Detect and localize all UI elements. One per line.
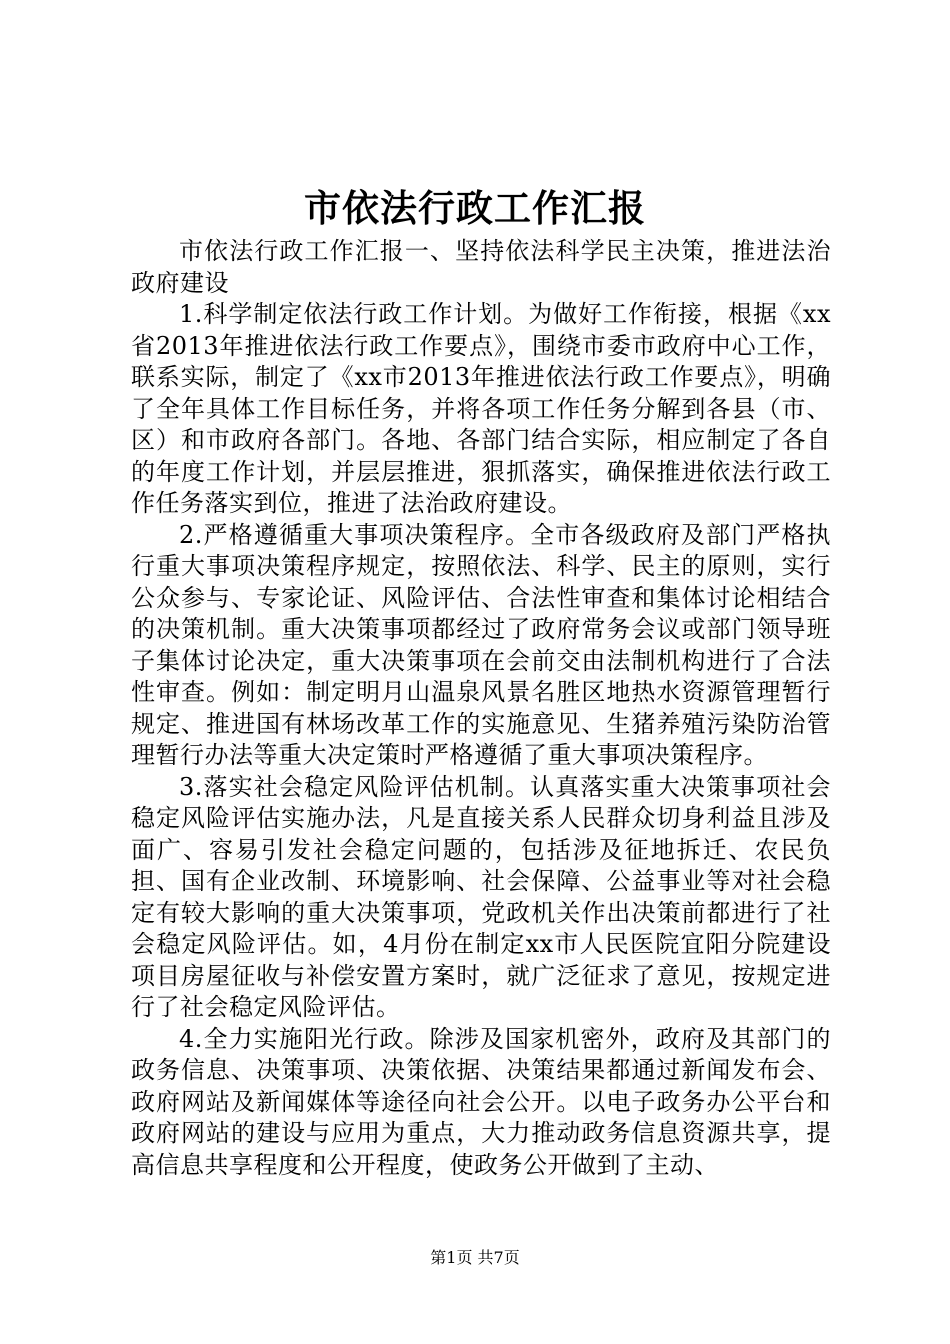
paragraph-intro: 市依法行政工作汇报一、坚持依法科学民主决策，推进法治政府建设 <box>131 237 831 297</box>
page-number-footer: 第1页 共7页 <box>430 1248 520 1267</box>
paragraph-item-2: 2.严格遵循重大事项决策程序。全市各级政府及部门严格执行重大事项决策程序规定，按照依法、科学、民主的原则，实行公众参与、专家论证、风险评估、合法性审查和集体讨论相结合的决策机制。重大决策事项都经过了政府常务会议或部门领导班子集体讨论决定，重大决策事项在会前交由法制机构进行了合法性审查。例如：制定明月山温泉风景名胜区地热水资源管理暂行规定、推进国有林场改革工作的实施意见、生猪养殖污染防治管理暂行办法等重大决定策时严格遵循了重大事项决策程序。 <box>131 520 831 769</box>
paragraph-item-3: 3.落实社会稳定风险评估机制。认真落实重大决策事项社会稳定风险评估实施办法，凡是直接关系人民群众切身利益且涉及面广、容易引发社会稳定问题的，包括涉及征地拆迁、农民负担、国有企业改制、环境影响、社会保障、公益事业等对社会稳定有较大影响的重大决策事项，党政机关作出决策前都进行了社会稳定风险评估。如，4月份在制定xx市人民医院宜阳分院建设项目房屋征收与补偿安置方案时，就广泛征求了意见，按规定进行了社会稳定风险评估。 <box>131 772 831 1021</box>
document-body <box>131 236 831 1181</box>
paragraph-item-1: 1.科学制定依法行政工作计划。为做好工作衔接，根据《xx省2013年推进依法行政工作要点》，围绕市委市政府中心工作，联系实际，制定了《xx市2013年推进依法行政工作要点》，明确了全年具体工作目标任务，并将各项工作任务分解到各县（市、区）和市政府各部门。各地、各部门结合实际，相应制定了各自的年度工作计划，并层层推进，狠抓落实，确保推进依法行政工作任务落实到位，推进了法治政府建设。 <box>131 300 831 517</box>
document-title: 市依法行政工作汇报 <box>304 186 646 230</box>
paragraph-item-4: 4.全力实施阳光行政。除涉及国家机密外，政府及其部门的政务信息、决策事项、决策依据、决策结果都通过新闻发布会、政府网站及新闻媒体等途径向社会公开。以电子政务办公平台和政府网站的建设与应用为重点，大力推动政务信息资源共享，提高信息共享程度和公开程度，使政务公开做到了主动、 <box>131 1024 831 1179</box>
